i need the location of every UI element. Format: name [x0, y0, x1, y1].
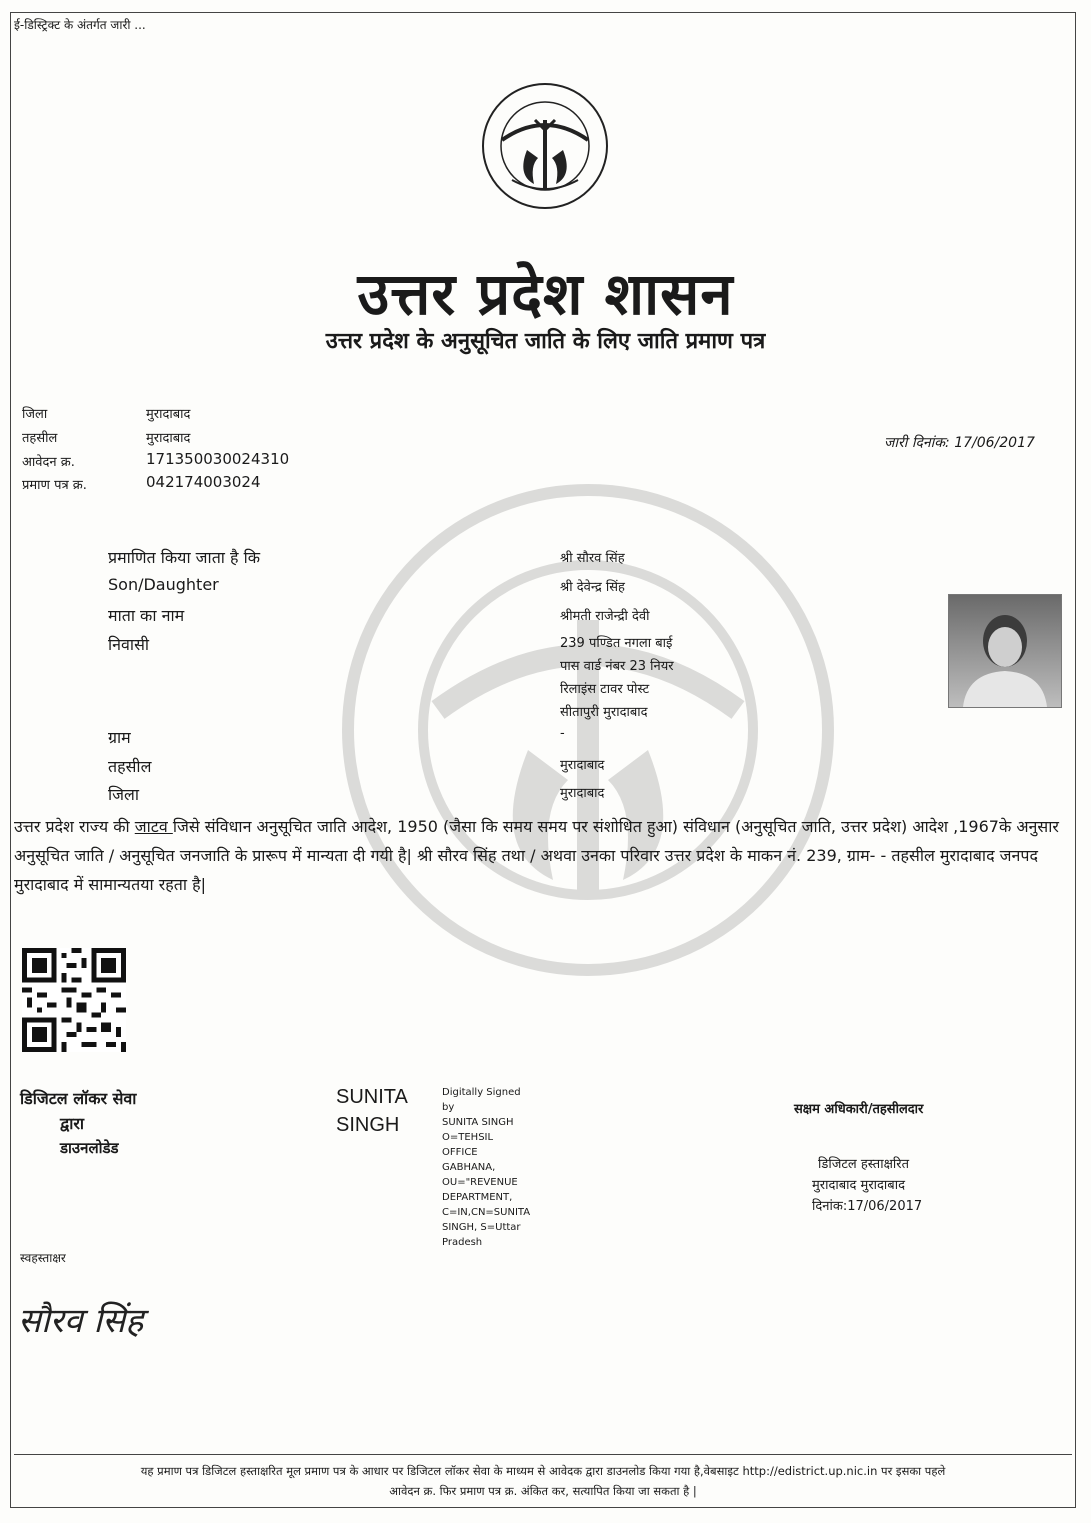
locker-line2: द्वारा [60, 1114, 85, 1133]
address-line: पास वार्ड नंबर 23 नियर [560, 659, 674, 674]
meta-tehsil-value: मुरादाबाद [146, 431, 191, 446]
issue-date-value: 17/06/2017 [954, 435, 1035, 451]
officer-title: सक्षम अधिकारी/तहसीलदार [794, 1102, 924, 1117]
certificate-paragraph [14, 812, 1064, 899]
signature-line: Pradesh [442, 1237, 483, 1248]
meta-application-label: आवेदन क्र. [22, 455, 75, 470]
caste-name: जाटव [134, 817, 173, 836]
village-label: ग्राम [108, 728, 131, 747]
village-value: - [560, 726, 565, 741]
signature-line: C=IN,CN=SUNITA [442, 1207, 531, 1218]
parent-value: श्री देवेन्द्र सिंह [560, 580, 625, 595]
mother-value: श्रीमती राजेन्द्री देवी [560, 609, 650, 624]
meta-district-label: जिला [22, 407, 48, 422]
footer-line1: यह प्रमाण पत्र डिजिटल हस्ताक्षरित मूल प्रमाण पत्र के आधार पर डिजिटल लॉकर सेवा के माध्यम से आवेदक द्वारा डाउनलोड किया गया है,वेबसाइट http://edistrict.up.nic.in पर इसका पहले [140, 1464, 946, 1478]
applicant-photo [948, 594, 1062, 708]
person-icon [949, 595, 1061, 707]
issue-date [884, 433, 1035, 452]
footer-line2: आवेदन क्र. फिर प्रमाण पत्र क्र. अंकित कर, सत्यापित किया जा सकता है | [389, 1484, 697, 1498]
officer-signed-label: डिजिटल हस्ताक्षरित [818, 1157, 909, 1172]
details-district-value: मुरादाबाद [560, 786, 605, 801]
locker-line1: डिजिटल लॉकर सेवा [20, 1089, 137, 1108]
header-note: ई-डिस्ट्रिक्ट के अंतर्गत जारी ... [14, 18, 146, 32]
address-line: सीतापुरी मुरादाबाद [560, 705, 648, 720]
details-district-label: जिला [108, 785, 140, 804]
details-tehsil-value: मुरादाबाद [560, 758, 605, 773]
document-subtitle: उत्तर प्रदेश के अनुसूचित जाति के लिए जाति प्रमाण पत्र [325, 329, 766, 354]
up-government-emblem [472, 80, 618, 212]
meta-tehsil-label: तहसील [22, 431, 58, 446]
parent-label: Son/Daughter [108, 575, 219, 594]
mother-label: माता का नाम [108, 606, 185, 625]
meta-district-value: मुरादाबाद [146, 407, 191, 422]
signature-line: by [442, 1102, 455, 1113]
signer-name-line2: SINGH [336, 1114, 400, 1136]
applicant-signature: सौरव सिंह [18, 1301, 144, 1341]
signature-line: GABHANA, [442, 1162, 496, 1173]
document-title: उत्तर प्रदेश शासन [357, 260, 734, 328]
signature-line: SUNITA SINGH [442, 1117, 514, 1128]
issue-date-label: जारी दिनांक: [884, 435, 950, 451]
locker-line3: डाउनलोडेड [60, 1139, 119, 1157]
paragraph-part1: उत्तर प्रदेश राज्य की [14, 817, 135, 836]
meta-certificate-label: प्रमाण पत्र क्र. [22, 478, 87, 493]
officer-date: दिनांक:17/06/2017 [812, 1199, 923, 1214]
resident-label: निवासी [108, 635, 150, 654]
address-line: 239 पण्डित नगला बाई [560, 636, 673, 651]
signer-name-line1: SUNITA [336, 1086, 408, 1108]
signature-line: O=TEHSIL [442, 1132, 494, 1143]
signature-line: SINGH, S=Uttar [442, 1222, 521, 1233]
qr-code [22, 948, 126, 1052]
digital-signature-block [442, 1085, 530, 1250]
certified-label: प्रमाणित किया जाता है कि [108, 548, 261, 567]
signature-line: OFFICE [442, 1147, 478, 1158]
signature-line: OU="REVENUE [442, 1177, 518, 1188]
details-tehsil-label: तहसील [108, 757, 152, 776]
signature-line: DEPARTMENT, [442, 1192, 513, 1203]
meta-application-value: 171350030024310 [146, 450, 290, 468]
signature-line: Digitally Signed [442, 1087, 521, 1098]
paragraph-part2: जिसे संविधान अनुसूचित जाति आदेश, 1950 (जैसा कि समय समय पर संशोधित हुआ) संविधान (अनुसूचित जाति, उत्तर प्रदेश) आदेश ,1967के अनुसार अनुसूचित जाति / अनुसूचित जनजाति के प्रारूप में मान्यता दी गयी है| श्री सौरव सिंह तथा / अथवा उनका परिवार उत्तर प्रदेश के माकन नं. 239, ग्राम- - तहसील मुरादाबाद जनपद मुरादाबाद में सामान्यतया रहता है| [14, 817, 1059, 894]
address-line: रिलाइंस टावर पोस्ट [560, 682, 650, 697]
certified-value: श्री सौरव सिंह [560, 551, 625, 566]
self-sign-label: स्वहस्ताक्षर [20, 1251, 66, 1265]
officer-place: मुरादाबाद मुरादाबाद [812, 1178, 905, 1193]
footer-note [14, 1454, 1072, 1501]
meta-certificate-value: 042174003024 [146, 473, 261, 491]
